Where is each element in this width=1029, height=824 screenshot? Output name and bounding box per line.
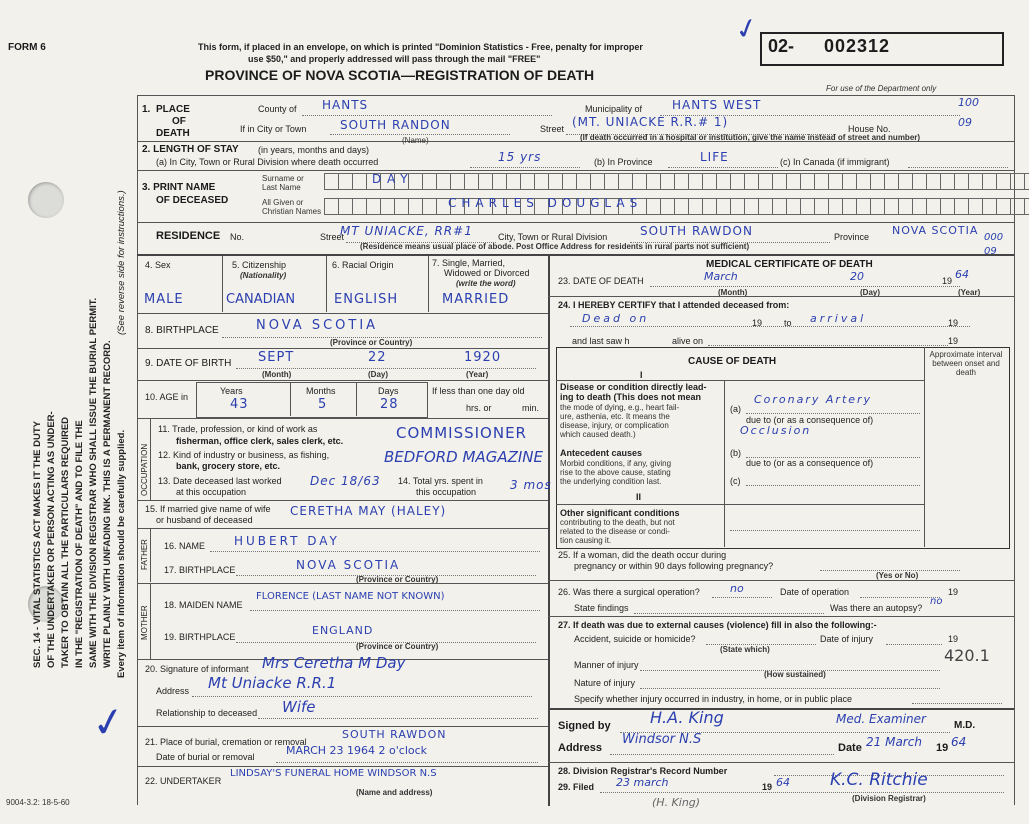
- q23-year-prefix: 19: [942, 276, 953, 286]
- occ-14-value: 3 mos: [510, 478, 552, 492]
- signed-addr-label: Address: [558, 742, 603, 754]
- q27-nature: Nature of injury: [574, 678, 636, 688]
- age-min-label: min.: [522, 403, 540, 413]
- q24-to-19: 19: [948, 318, 959, 328]
- origin-divider: [428, 256, 429, 312]
- sex-divider: [222, 256, 223, 312]
- informant-sig-value: Mrs Ceretha M Day: [262, 654, 406, 672]
- residence-street-value: MT UNIACKE, RR#1: [340, 224, 473, 238]
- footer-code: 9004-3.2: 18-5-60: [6, 798, 70, 807]
- birthplace-label: 8. BIRTHPLACE: [145, 325, 219, 336]
- residence-province-value: NOVA SCOTIA: [892, 224, 979, 237]
- rule-9: [137, 500, 548, 501]
- residence-street-label: Street: [320, 232, 345, 242]
- undertaker-label: 22. UNDERTAKER: [145, 776, 222, 786]
- father-name-label: 16. NAME: [164, 541, 206, 551]
- rule-6: [137, 348, 548, 349]
- place-label-1: PLACE: [156, 104, 190, 115]
- side-text-4: IN THE "REGISTRATION OF DEATH" AND TO FILE THE: [74, 420, 85, 668]
- punch-hole-top: [28, 182, 64, 218]
- signed-title: Med. Examiner: [836, 712, 926, 726]
- side-text-7: Every item of information should be carefully supplied.: [116, 429, 127, 678]
- rule-0: [137, 95, 1014, 96]
- q29-line: [600, 792, 1004, 793]
- q23-year: 64: [955, 268, 969, 281]
- age-days-label: Days: [378, 386, 399, 396]
- county-value: HANTS: [322, 98, 369, 112]
- mother-bp-hint: (Province or Country): [356, 642, 439, 651]
- cause-label-divider: [724, 380, 725, 547]
- marital-label-1: 7. Single, Married,: [432, 258, 506, 268]
- q27-specify-line: [912, 703, 1002, 704]
- mid-divider: [548, 254, 550, 806]
- other-line: [730, 530, 920, 531]
- antecedent-l4: the underlying condition last.: [560, 477, 662, 486]
- q27-code: 420.1: [944, 646, 990, 665]
- side-text-3: TAKER TO OBTAIN ALL THE PARTICULARS REQUIRED: [60, 416, 71, 668]
- rule-4: [137, 254, 1014, 256]
- side-text-6: WRITE PLAINLY WITH UNFADING INK. THIS IS A PERMANENT RECORD.: [102, 340, 113, 668]
- mother-maiden-line: [250, 610, 540, 611]
- q29-date: 23 march: [616, 776, 669, 789]
- sex-label: 4. Sex: [145, 260, 171, 270]
- wife-value: CERETHA MAY (HALEY): [290, 504, 447, 518]
- age-months: 5: [318, 397, 328, 412]
- q29-hint: (Division Registrar): [852, 794, 926, 803]
- mail-notice-1: This form, if placed in an envelope, on which is printed "Dominion Statistics - Free, penalty for improper: [198, 42, 643, 52]
- stay-label: 2. LENGTH OF STAY: [142, 144, 239, 155]
- cause-part-2: II: [636, 492, 642, 502]
- place-label-3: DEATH: [156, 128, 190, 139]
- occ-12-l2: bank, grocery store, etc.: [176, 461, 281, 471]
- dob-label: 9. DATE OF BIRTH: [145, 358, 232, 369]
- mail-notice-2: use $50," and properly addressed will pass through the mail "FREE": [248, 54, 541, 64]
- age-div-2: [356, 382, 357, 416]
- given-label-1: All Given or: [262, 198, 304, 207]
- street-label: Street: [540, 124, 565, 134]
- place-code-a: 100: [958, 96, 979, 109]
- dob-year-hint: (Year): [466, 370, 489, 379]
- q27-specify: Specify whether injury occurred in industry, in home, or in public place: [574, 694, 852, 704]
- residence-no-label: No.: [230, 232, 245, 242]
- q26-value: no: [730, 582, 744, 595]
- citizen-hint: (Nationality): [240, 271, 287, 280]
- rule-10: [137, 528, 548, 529]
- signed-date-value: 21 March: [866, 735, 922, 749]
- dob-day: 22: [368, 350, 387, 365]
- occ-13-l1: 13. Date deceased last worked: [158, 476, 282, 486]
- mother-side-line: [150, 583, 151, 659]
- dob-day-hint: (Day): [368, 370, 389, 379]
- age-years-label: Years: [220, 386, 243, 396]
- disease-l3: the mode of dying, e.g., heart fail-: [560, 403, 680, 412]
- q27-manner: Manner of injury: [574, 660, 639, 670]
- dept-use: For use of the Department only: [826, 84, 937, 93]
- municipality-value: HANTS WEST: [672, 98, 762, 112]
- q29-signature: K.C. Ritchie: [830, 770, 928, 790]
- informant-rel-label: Relationship to deceased: [156, 708, 258, 718]
- other-l3: related to the disease or condi-: [560, 527, 670, 536]
- q23-line: [650, 286, 960, 287]
- q28-label: 28. Division Registrar's Record Number: [558, 766, 728, 776]
- cause-c-label: (c): [730, 476, 741, 486]
- q23-day: 20: [850, 270, 864, 283]
- dob-month: SEPT: [258, 350, 295, 365]
- form-title: PROVINCE OF NOVA SCOTIA—REGISTRATION OF DEATH: [205, 67, 595, 83]
- disease-l2: ing to death (This does not mean: [560, 392, 702, 402]
- signed-value: H.A. King: [650, 708, 724, 727]
- city-line: [330, 134, 510, 135]
- disease-l5: disease, injury, or complication: [560, 421, 669, 430]
- residence-code-a: 000: [984, 232, 1004, 243]
- father-name-line: [210, 551, 540, 552]
- check-mark-top: ✓: [731, 9, 764, 48]
- wife-label-2: or husband of deceased: [156, 515, 253, 525]
- q24-from-19: 19: [752, 318, 763, 328]
- rule-8: [137, 418, 548, 419]
- q27-state-hint: (State which): [720, 645, 770, 654]
- q27-accident: Accident, suicide or homicide?: [574, 634, 696, 644]
- stay-b-label: (b) In Province: [594, 157, 653, 167]
- residence-label: RESIDENCE: [156, 230, 221, 242]
- q24-alive-on: alive on: [672, 336, 704, 346]
- signed-year: 64: [951, 735, 967, 749]
- q27-date-line: [886, 644, 942, 645]
- cause-part1-rule: [556, 380, 924, 381]
- stay-b-value: LIFE: [700, 150, 729, 164]
- outer-left-line: [137, 95, 138, 805]
- q24-to-label: to: [784, 318, 792, 328]
- other-l4: tion causing it.: [560, 536, 612, 545]
- q24-line: [570, 326, 970, 327]
- informant-rel-value: Wife: [282, 698, 316, 716]
- father-bp-label: 17. BIRTHPLACE: [164, 565, 236, 575]
- rule-2: [137, 170, 1014, 171]
- side-text-1: SEC. 14 - VITAL STATISTICS ACT MAKES IT THE DUTY: [32, 420, 43, 668]
- mother-side-label: MOTHER: [140, 605, 149, 640]
- informant-addr-value: Mt Uniacke R.R.1: [208, 674, 337, 692]
- q23-m-hint: (Month): [718, 288, 748, 297]
- q23-label: 23. DATE OF DEATH: [558, 276, 644, 286]
- occupation-side-line: [150, 418, 151, 500]
- given-label-2: Christian Names: [262, 207, 322, 216]
- medical-title: MEDICAL CERTIFICATE OF DEATH: [706, 259, 873, 270]
- undertaker-hint: (Name and address): [356, 788, 433, 797]
- informant-sig-label: 20. Signature of informant: [145, 664, 249, 674]
- birthplace-hint: (Province or Country): [330, 338, 413, 347]
- cause-b-label: (b): [730, 448, 741, 458]
- q24-label: 24. I HEREBY CERTIFY that I attended deceased from:: [558, 300, 790, 310]
- burial-place-value: SOUTH RAWDON: [342, 728, 447, 741]
- q23-d-hint: (Day): [860, 288, 881, 297]
- burial-place-label: 21. Place of burial, cremation or removal: [145, 737, 307, 747]
- reg-number: 002312: [824, 36, 891, 56]
- form-id: FORM 6: [8, 42, 46, 53]
- age-label: 10. AGE in: [145, 392, 189, 402]
- cause-interval-divider: [924, 347, 925, 547]
- origin-value: ENGLISH: [334, 292, 399, 307]
- q26-date-label: Date of operation: [780, 587, 850, 597]
- rule-11: [137, 583, 548, 584]
- dob-month-hint: (Month): [262, 370, 292, 379]
- signed-year-prefix: 19: [936, 742, 949, 754]
- q26-date-line: [860, 597, 940, 598]
- q29-year: 64: [776, 776, 790, 789]
- signed-addr-line: [610, 754, 834, 755]
- surname-value: DAY: [372, 172, 414, 186]
- rule-m4: [548, 708, 1014, 710]
- citizen-value: CANADIAN: [226, 292, 296, 307]
- residence-province-label: Province: [834, 232, 870, 242]
- citizen-label: 5. Citizenship: [232, 260, 287, 270]
- deceased-label-1: 3. PRINT NAME: [142, 182, 216, 193]
- q27-date-19: 19: [948, 634, 959, 644]
- side-text-8: (See reverse side for instructions.): [116, 190, 127, 335]
- city-value: SOUTH RANDON: [340, 118, 451, 132]
- rule-13: [137, 726, 548, 727]
- age-days: 28: [380, 397, 399, 412]
- rule-m1: [548, 296, 1014, 297]
- house-label: House No.: [848, 124, 891, 134]
- q27-how-hint: (How sustained): [764, 670, 826, 679]
- q29-year-prefix: 19: [762, 782, 773, 792]
- q27-label: 27. If death was due to external causes (violence) fill in also the following:-: [558, 620, 877, 630]
- cause-a-value: Coronary Artery: [754, 393, 873, 406]
- burial-date-label: Date of burial or removal: [156, 752, 255, 762]
- q26-line: [712, 597, 772, 598]
- q26-label: 26. Was there a surgical operation?: [558, 587, 700, 597]
- stay-b-line: [668, 167, 778, 168]
- occ-14-l1: 14. Total yrs. spent in: [398, 476, 483, 486]
- stay-c-label: (c) In Canada (if immigrant): [780, 157, 890, 167]
- q24-from: Dead on: [582, 312, 650, 325]
- mother-maiden-value: FLORENCE (LAST NAME NOT KNOWN): [256, 591, 445, 602]
- sex-value: MALE: [144, 292, 184, 307]
- q24-to: arrival: [810, 312, 867, 325]
- cause-part2-rule: [556, 504, 924, 505]
- stay-a-line: [470, 167, 580, 168]
- q27-nature-line: [640, 688, 940, 689]
- mother-bp-value: ENGLAND: [312, 624, 374, 637]
- age-months-label: Months: [306, 386, 336, 396]
- surname-label-1: Surname or: [262, 174, 304, 183]
- county-line: [302, 115, 552, 116]
- occ-13-value: Dec 18/63: [310, 474, 381, 488]
- q25-l1: 25. If a woman, did the death occur during: [558, 550, 727, 560]
- marital-value: MARRIED: [442, 292, 510, 307]
- stay-c-line: [908, 167, 1008, 168]
- father-name-value: HUBERT DAY: [234, 534, 340, 548]
- q25-l2: pregnancy or within 90 days following pregnancy?: [574, 561, 774, 571]
- interval-label: Approximate interval between onset and death: [929, 350, 1003, 377]
- cause-a-label: (a): [730, 404, 741, 414]
- q24-last-saw: and last saw h: [572, 336, 630, 346]
- q27-date-injury: Date of injury: [820, 634, 874, 644]
- birthplace-value: NOVA SCOTIA: [256, 318, 379, 333]
- cause-due-2: due to (or as a consequence of): [746, 458, 874, 468]
- reg-prefix: 02-: [768, 36, 795, 56]
- stay-a-value: 15 yrs: [498, 150, 542, 164]
- q23-y-hint: (Year): [958, 288, 981, 297]
- occ-14-l2: this occupation: [416, 487, 477, 497]
- municipality-label: Municipality of: [585, 104, 643, 114]
- occ-11-l2: fisherman, office clerk, sales clerk, etc.: [176, 436, 344, 446]
- marital-label-2: Widowed or Divorced: [444, 268, 530, 278]
- place-label-2: OF: [172, 116, 186, 127]
- father-side-line: [150, 528, 151, 582]
- disease-l6: which caused death.): [560, 430, 636, 439]
- q26-findings: State findings: [574, 603, 629, 613]
- occ-13-l2: at this occupation: [176, 487, 247, 497]
- q26-date-19: 19: [948, 587, 959, 597]
- marital-hint: (write the word): [456, 279, 516, 288]
- citizen-divider: [326, 256, 327, 312]
- signed-label: Signed by: [558, 720, 611, 732]
- father-bp-value: NOVA SCOTIA: [296, 558, 401, 572]
- q24-alive-19: 19: [948, 336, 959, 346]
- place-code-b: 09: [958, 116, 972, 129]
- city-hint: (Name): [402, 136, 429, 145]
- hospital-hint: (If death occurred in a hospital or institution, give the name instead of street and number): [580, 133, 921, 142]
- occupation-side-label: OCCUPATION: [140, 443, 149, 496]
- occ-11-l1: 11. Trade, profession, or kind of work as: [158, 424, 318, 434]
- rule-5: [137, 313, 548, 314]
- signed-addr-value: Windsor N.S: [622, 732, 702, 747]
- city-label: If in City or Town: [240, 124, 307, 134]
- cause-a-value-2: Occlusion: [740, 424, 812, 437]
- father-bp-hint: (Province or Country): [356, 575, 439, 584]
- cause-part-1: I: [640, 370, 643, 380]
- stay-a-label: (a) In City, Town or Rural Division where death occurred: [156, 157, 379, 167]
- informant-rel-line: [258, 718, 538, 719]
- county-label: County of: [258, 104, 297, 114]
- signed-date-label: Date: [838, 742, 862, 754]
- cause-c-line: [746, 485, 920, 486]
- antecedent-l3: rise to the above cause, stating: [560, 468, 671, 477]
- antecedent-l1: Antecedent causes: [560, 448, 643, 458]
- dob-year: 1920: [464, 350, 502, 365]
- burial-date-line: [276, 762, 538, 763]
- signed-md: M.D.: [954, 720, 976, 731]
- origin-label: 6. Racial Origin: [332, 260, 394, 270]
- side-text-5: SAME WITH THE DIVISION REGISTRAR WHO SHALL ISSUE THE BURIAL PERMIT.: [88, 297, 99, 668]
- age-years: 43: [230, 397, 249, 412]
- surname-label-2: Last Name: [262, 183, 301, 192]
- age-hrs-label: hrs. or: [466, 403, 492, 413]
- age-less-label: If less than one day old: [432, 386, 525, 396]
- mother-bp-label: 19. BIRTHPLACE: [164, 632, 236, 642]
- father-side-label: FATHER: [140, 539, 149, 570]
- rule-7: [137, 380, 548, 381]
- side-text-2: OF THE UNDERTAKER OR PERSON ACTING AS UNDER-: [46, 411, 57, 668]
- cause-due-1: due to (or as a consequence of): [746, 415, 874, 425]
- residence-division-label: City, Town or Rural Division: [498, 232, 608, 242]
- cause-a-line: [746, 413, 920, 414]
- stay-hint: (in years, months and days): [258, 145, 370, 155]
- q24-alive-line: [708, 345, 948, 346]
- surname-cells: [324, 173, 1029, 190]
- given-value: CHARLES DOUGLAS: [448, 196, 643, 210]
- rule-m3: [548, 616, 1014, 617]
- check-mark-left: ✓: [88, 697, 131, 749]
- mother-maiden-label: 18. MAIDEN NAME: [164, 600, 243, 610]
- disease-l4: ure, asthenia, etc. It means the: [560, 412, 670, 421]
- q26-autopsy-value: no: [930, 596, 943, 607]
- informant-addr-line: [192, 696, 532, 697]
- occ-11-value: COMMISSIONER: [396, 424, 527, 442]
- occ-12-l1: 12. Kind of industry or business, as fishing,: [158, 450, 330, 460]
- place-label-num: 1.: [142, 104, 151, 115]
- cause-title: CAUSE OF DEATH: [688, 356, 777, 367]
- occ-12-value: BEDFORD MAGAZINE: [384, 448, 543, 466]
- rule-m2: [548, 580, 1014, 581]
- dob-line: [236, 368, 536, 369]
- burial-date-value: MARCH 23 1964 2 o'clock: [286, 744, 428, 757]
- q25-hint: (Yes or No): [876, 571, 919, 580]
- antecedent-l2: Morbid conditions, if any, giving: [560, 459, 672, 468]
- q29-label: 29. Filed: [558, 782, 595, 792]
- age-div-1: [290, 382, 291, 416]
- disease-l1: Disease or condition directly lead-: [560, 382, 707, 392]
- q23-month: March: [704, 270, 738, 283]
- rule-3: [137, 222, 1014, 223]
- other-l2: contributing to the death, but not: [560, 518, 675, 527]
- given-cells: [324, 198, 1029, 215]
- wife-label-1: 15. If married give name of wife: [145, 504, 271, 514]
- residence-hint: (Residence means usual place of abode. Post Office Address for residents in rural parts not sufficient): [360, 242, 750, 251]
- other-l1: Other significant conditions: [560, 508, 680, 518]
- residence-code-b: 09: [984, 246, 997, 257]
- rule-14: [137, 766, 548, 767]
- rule-m5: [548, 762, 1014, 763]
- residence-division-value: SOUTH RAWDON: [640, 224, 753, 238]
- informant-addr-label: Address: [156, 686, 190, 696]
- q26-findings-line: [634, 613, 824, 614]
- deceased-label-2: OF DECEASED: [156, 195, 229, 206]
- q26-autopsy-label: Was there an autopsy?: [830, 603, 923, 613]
- undertaker-value: LINDSAY'S FUNERAL HOME WINDSOR N.S: [230, 768, 437, 779]
- q29-note: (H. King): [652, 796, 701, 809]
- street-value: (MT. UNIACKE R.R.# 1): [572, 115, 729, 129]
